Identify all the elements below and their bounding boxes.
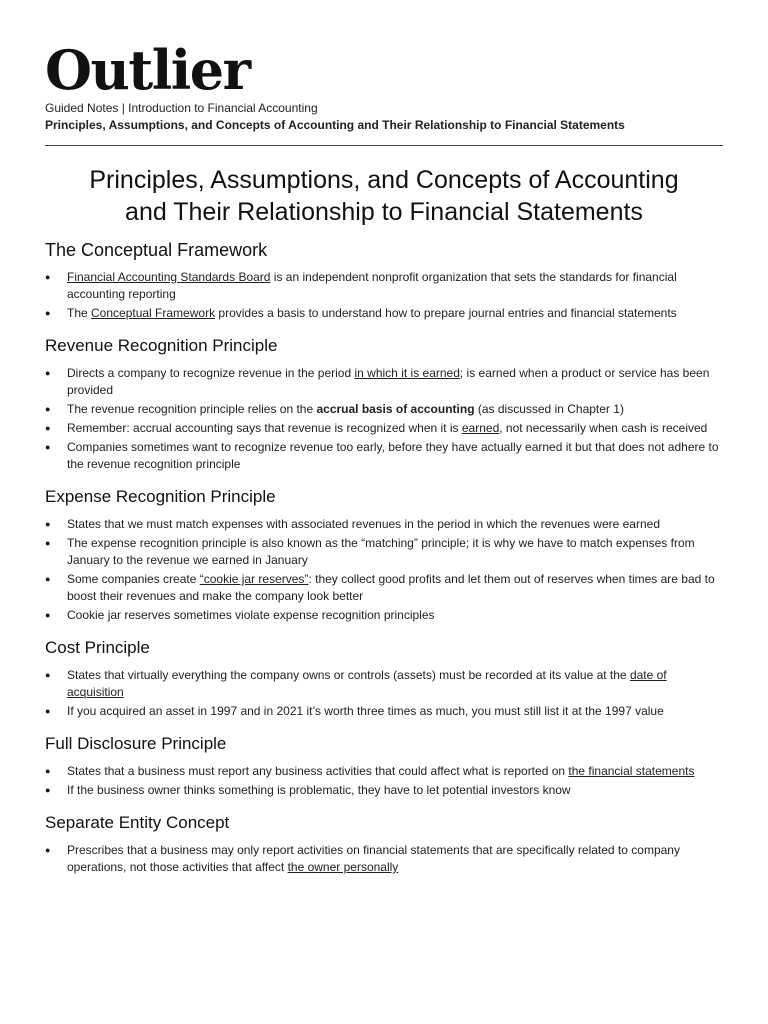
list-item-text: States that virtually everything the company owns or controls (assets) must be recorded at its value at the [67, 668, 630, 682]
header-subtitle: Principles, Assumptions, and Concepts of Accounting and Their Relationship to Financial Statements [45, 118, 625, 132]
section-full-disclosure [45, 733, 723, 799]
list-item: ● If the business owner thinks something is problematic, they have to let potential investors know [45, 782, 723, 799]
list-item-text: provides a basis to understand how to prepare journal entries and financial statements [215, 306, 677, 320]
list-item: ● States that we must match expenses with associated revenues in the period in which the revenues were earned [45, 516, 723, 533]
list-item-text: The revenue recognition principle relies on the [67, 402, 317, 416]
list-item-text: Some companies create [67, 572, 200, 586]
conceptual-framework-link-text: Conceptual Framework [91, 306, 216, 320]
list-item-text: Directs a company to recognize revenue in the period [67, 366, 355, 380]
list-item [45, 365, 723, 399]
list-item-text: (as discussed in Chapter 1) [474, 402, 624, 416]
section-heading: The Conceptual Framework [45, 240, 268, 260]
list-item [45, 269, 723, 303]
section-cost-principle [45, 637, 723, 720]
page-title [45, 164, 723, 228]
underlined-term: earned [461, 421, 500, 435]
title-line-1: Principles, Assumptions, and Concepts of Accounting [89, 166, 679, 194]
underlined-term: “cookie jar reserves” [199, 572, 309, 586]
list-item-text: Prescribes that a business may only report activities on financial statements that are specifically related to company operations, not those activities that affect [67, 843, 680, 874]
bullet-list [45, 667, 723, 720]
list-item: ● Cookie jar reserves sometimes violate expense recognition principles [45, 607, 723, 624]
bullet-list [45, 842, 723, 876]
list-item: ● Companies sometimes want to recognize revenue too early, before they have actually earned it but that does not adhere to the revenue recognition principle [45, 439, 723, 473]
outlier-logo: Outlier [45, 38, 250, 102]
list-item [45, 420, 723, 437]
fasb-link-text: Financial Accounting Standards Board [67, 270, 271, 284]
document-page [45, 40, 723, 878]
list-item [45, 401, 723, 418]
list-item: ● If you acquired an asset in 1997 and in 2021 it’s worth three times as much, you must still list it at the 1997 value [45, 703, 723, 720]
list-item-text: : they collect good profits and let them out of reserves when times are bad to boost their revenues and make the company look better [67, 572, 715, 603]
section-heading: Expense Recognition Principle [45, 487, 276, 506]
bullet-list [45, 365, 723, 473]
underlined-term: in which it is earned [354, 366, 460, 380]
section-revenue-recognition [45, 335, 723, 473]
list-item [45, 305, 723, 322]
list-item-text: Remember: accrual accounting says that revenue is recognized when it is [67, 421, 462, 435]
underlined-term: date of acquisition [67, 668, 667, 699]
section-separate-entity [45, 812, 723, 876]
list-item [45, 763, 723, 780]
list-item-text: States that a business must report any business activities that could affect what is reported on [67, 764, 569, 778]
list-item-text: , not necessarily when cash is received [499, 421, 708, 435]
bold-term: accrual basis of accounting [316, 402, 475, 416]
section-conceptual-framework [45, 239, 723, 322]
list-item-text: is an independent nonprofit organization that sets the standards for financial accounting reporting [67, 270, 677, 301]
guided-notes-line: Guided Notes | Introduction to Financial Accounting [45, 101, 318, 115]
list-item-text: The [67, 306, 92, 320]
header-divider [45, 145, 723, 146]
bullet-list [45, 763, 723, 799]
underlined-term: the owner personally [287, 860, 399, 874]
list-item [45, 842, 723, 876]
section-heading: Full Disclosure Principle [45, 734, 227, 753]
underlined-term: the financial statements [568, 764, 695, 778]
section-heading: Separate Entity Concept [45, 813, 230, 832]
section-expense-recognition [45, 486, 723, 624]
list-item [45, 667, 723, 701]
header-meta [45, 100, 723, 134]
bullet-list [45, 269, 723, 322]
bullet-list [45, 516, 723, 624]
list-item [45, 571, 723, 605]
section-heading: Revenue Recognition Principle [45, 336, 278, 355]
list-item: ● The expense recognition principle is also known as the “matching” principle; it is why we have to match expenses from January to the revenue we earned in January [45, 535, 723, 569]
list-item-text: ; is earned when a product or service has been provided [67, 366, 710, 397]
section-heading: Cost Principle [45, 638, 150, 657]
title-line-2: and Their Relationship to Financial Statements [125, 198, 643, 226]
